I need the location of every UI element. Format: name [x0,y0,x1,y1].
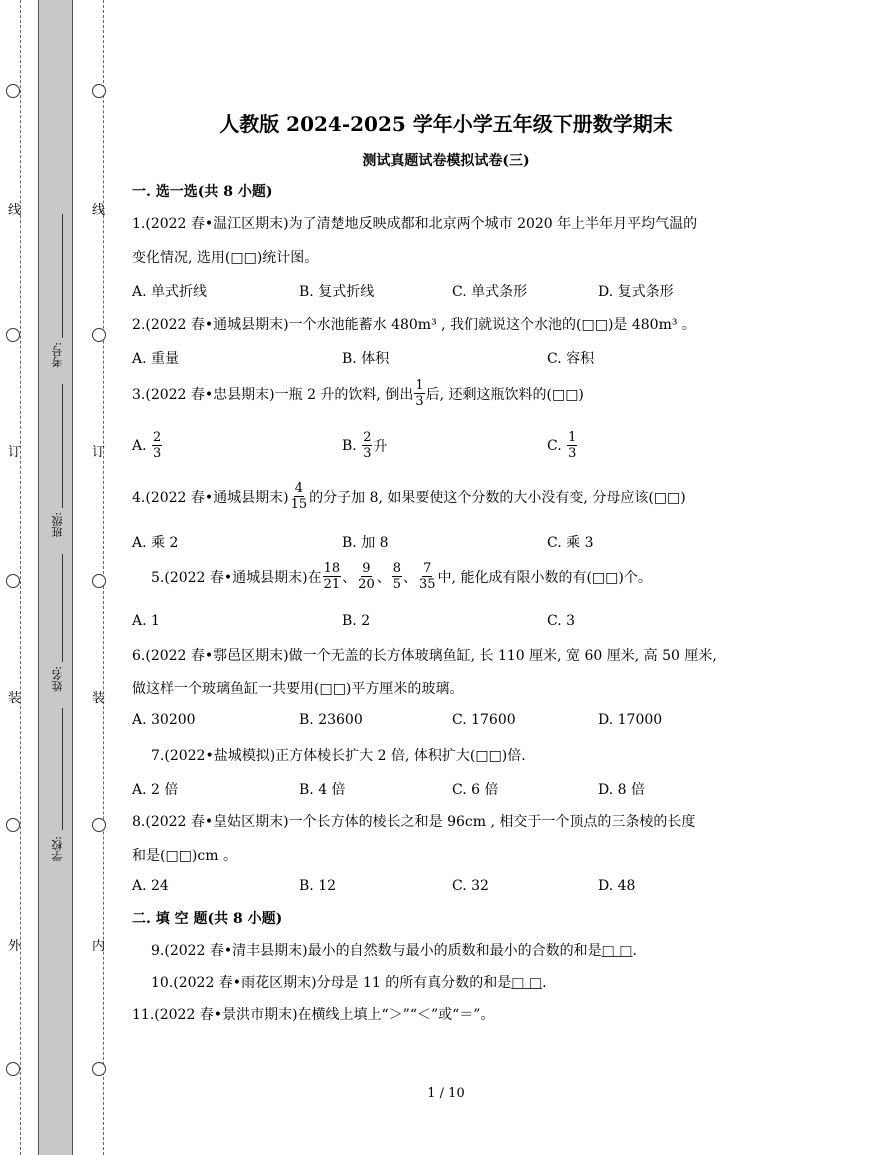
q7-option-c[interactable]: C. 6 倍 [452,782,499,798]
q3-option-c-fraction [567,430,577,461]
q3-line1 [132,378,584,409]
school-label: 学校: [51,836,64,862]
q3-option-c-den: 3 [568,446,577,461]
q6-option-d[interactable]: D. 17000 [598,712,663,728]
page-subtitle: 测试真题试卷模拟试卷(三) [362,153,530,169]
q5-frac1-den: 21 [323,577,341,592]
q1-option-b[interactable]: B. 复式折线 [299,284,375,300]
q5-fraction-4 [418,561,437,592]
q7-option-a[interactable]: A. 2 倍 [132,782,179,798]
page-number: 1 / 10 [427,1086,465,1101]
q3-text-post: 后, 还剩这瓶饮料的(□□) [425,386,584,403]
binding-hole [92,1062,106,1076]
q10-line1 [151,972,547,992]
q2-option-c[interactable]: C. 容积 [547,351,595,367]
margin-char-inner-xian: 线 [92,203,106,218]
q2-line1: 2.(2022 春•通城县期末)一个水池能蓄水 480m³ , 我们就说这个水池的(□□)是 480m³ 。 [132,317,696,333]
q5-frac4-den: 35 [419,577,436,592]
q5-option-a[interactable]: A. 1 [132,613,160,629]
q4-option-c[interactable]: C. 乘 3 [547,535,594,551]
q3-frac-num: 1 [415,378,424,393]
q4-option-b[interactable]: B. 加 8 [342,535,389,551]
q4-frac-num: 4 [294,481,304,496]
page-title: 人教版 2024-2025 学年小学五年级下册数学期末 [219,112,673,136]
q7-option-d[interactable]: D. 8 倍 [598,782,645,798]
name-label: 姓名: [51,666,64,692]
outer-fold-line [20,0,21,1155]
q3-frac-den: 3 [415,394,424,409]
q11-line1: 11.(2022 春•景洪市期末)在横线上填上“＞”“＜”或“＝”。 [132,1007,495,1023]
margin-char-inner-ding: 订 [92,445,106,460]
q5-frac3-num: 8 [392,561,401,576]
q8-line1: 8.(2022 春•皇姑区期末)一个长方体的棱长之和是 96cm , 相交于一个顶点的三条棱的长度 [132,814,696,830]
q4-text-pre: 4.(2022 春•通城县期末) [132,489,289,506]
binding-hole [92,574,106,588]
q7-line1: 7.(2022•盐城模拟)正方体棱长扩大 2 倍, 体积扩大(□□)倍. [151,748,526,764]
binding-hole [92,328,106,342]
q3-option-a[interactable] [132,430,163,461]
binding-hole [6,574,20,588]
q2-option-a[interactable]: A. 重量 [132,351,180,367]
q2-option-b[interactable]: B. 体积 [342,351,390,367]
q9-line1 [151,940,637,960]
q6-line2: 做这样一个玻璃鱼缸一共要用(□□)平方厘米的玻璃。 [132,681,464,697]
name-line [62,554,63,662]
q10-text-post: . [542,975,547,991]
margin-char-outer-xian: 线 [8,203,22,218]
q10-text-pre: 10.(2022 春•雨花区期末)分母是 11 的所有真分数的和是 [151,975,512,991]
q4-frac-den: 15 [290,497,308,512]
q7-option-b[interactable]: B. 4 倍 [299,782,346,798]
q3-option-c[interactable] [547,430,578,461]
q8-option-d[interactable]: D. 48 [598,878,636,894]
margin-char-inner-nei: 内 [92,939,106,954]
q3-option-a-num: 2 [153,430,162,445]
margin-char-outer-ding: 订 [8,445,22,460]
q4-line1 [132,481,686,512]
binding-strip [38,0,73,1155]
q8-option-b[interactable]: B. 12 [299,878,337,894]
exam-no-label: 考号: [51,342,64,368]
q3-fraction [414,378,424,409]
q5-fraction-1 [323,561,342,592]
margin-char-inner-zhuang: 装 [92,691,106,706]
exam-no-line [62,214,63,338]
q5-frac3-den: 5 [392,577,401,592]
q1-option-c[interactable]: C. 单式条形 [452,284,528,300]
q3-option-c-label: C. [547,437,562,454]
q8-line2: 和是(□□)cm 。 [132,848,237,864]
q4-option-a[interactable]: A. 乘 2 [132,535,179,551]
q9-text-pre: 9.(2022 春•清丰县期末)最小的自然数与最小的质数和最小的合数的和是 [151,943,602,959]
q9-answer-blank[interactable]: □ □ [601,943,633,959]
q5-frac1-num: 18 [323,561,341,576]
margin-char-outer-wai: 外 [8,939,22,954]
q1-option-a[interactable]: A. 单式折线 [132,284,208,300]
school-line [62,708,63,830]
q8-option-c[interactable]: C. 32 [452,878,489,894]
q5-frac2-num: 9 [362,561,371,576]
q3-option-b-fraction [362,430,372,461]
class-label: 班级: [51,512,64,538]
q6-option-a[interactable]: A. 30200 [132,712,196,728]
class-line [62,384,63,508]
q3-option-b-label: B. [342,437,357,454]
q3-text-pre: 3.(2022 春•忠县期末)一瓶 2 升的饮料, 倒出 [132,386,414,403]
q5-frac4-num: 7 [423,561,432,576]
q1-line1: 1.(2022 春•温江区期末)为了清楚地反映成都和北京两个城市 2020 年上半年月平均气温的 [132,216,698,232]
q10-answer-blank[interactable]: □ □ [511,975,543,991]
binding-hole [92,818,106,832]
q5-text-pre: 5.(2022 春•通城县期末)在 [151,569,322,586]
q3-option-a-label: A. [132,437,147,454]
q6-option-b[interactable]: B. 23600 [299,712,363,728]
q5-separator: 、 [342,569,357,586]
q3-option-b[interactable] [342,430,387,461]
q3-option-c-num: 1 [568,430,577,445]
binding-hole [6,328,20,342]
q1-line2: 变化情况, 选用(□□)统计图。 [132,250,319,266]
binding-hole [92,84,106,98]
q6-option-c[interactable]: C. 17600 [452,712,516,728]
q8-option-a[interactable]: A. 24 [132,878,169,894]
binding-hole [6,84,20,98]
q5-option-b[interactable]: B. 2 [342,613,371,629]
q5-separator: 、 [403,569,417,586]
q5-frac2-den: 20 [358,577,375,592]
binding-hole [6,818,20,832]
section1-heading: 一. 选一选(共 8 小题) [132,184,273,200]
margin-char-outer-zhuang: 装 [8,691,22,706]
q5-fraction-2 [357,561,376,592]
binding-hole [6,1062,20,1076]
q5-option-c[interactable]: C. 3 [547,613,576,629]
q4-fraction [290,481,309,512]
q3-option-b-num: 2 [363,430,372,445]
q6-line1: 6.(2022 春•鄠邑区期末)做一个无盖的长方体玻璃鱼缸, 长 110 厘米, 宽 60 厘米, 高 50 厘米, [132,648,717,664]
q9-text-post: . [632,943,637,959]
q3-option-b-unit: 升 [373,438,388,455]
q3-option-a-fraction [152,430,162,461]
q5-line1 [151,561,652,592]
q1-option-d[interactable]: D. 复式条形 [598,284,674,300]
section2-heading: 二. 填 空 题(共 8 小题) [132,911,283,927]
q5-text-post: 中, 能化成有限小数的有(□□)个。 [437,569,652,586]
q3-option-b-den: 3 [363,446,372,461]
q3-option-a-den: 3 [153,446,162,461]
q5-fraction-3 [392,561,402,592]
q5-separator: 、 [376,569,391,586]
q4-text-post: 的分子加 8, 如果要使这个分数的大小没有变, 分母应该(□□) [309,489,686,506]
